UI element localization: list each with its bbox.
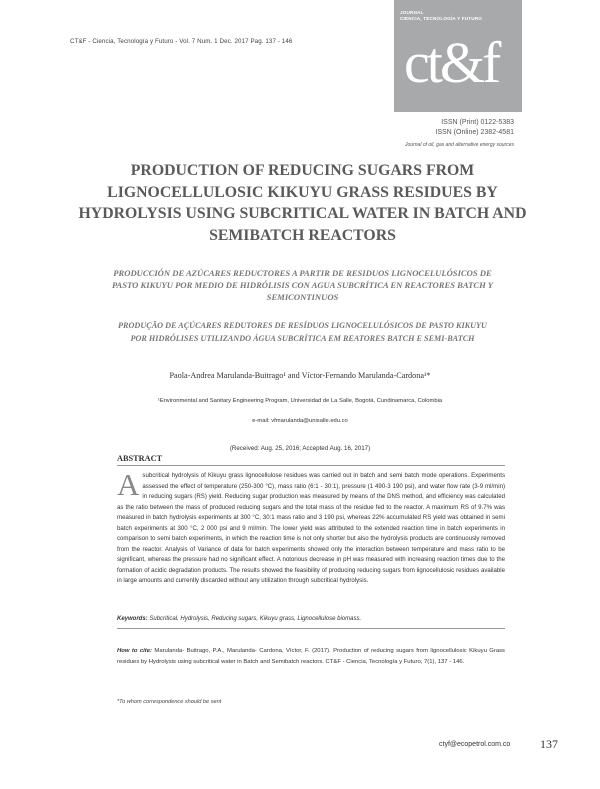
logo-journal-line1: JOURNAL: [400, 10, 424, 15]
issn-print: ISSN (Print) 0122-5383: [441, 119, 514, 126]
affiliation: ¹Environmental and Sanitary Engineering Program, Universidad de La Salle, Bogotá, Cundinamarca, Colombia: [157, 398, 443, 404]
keywords-text: Subcritical, Hydrolysis, Reducing sugars, Kikuyu grass, Lignocellulose biomass.: [149, 616, 362, 622]
journal-logo: [394, 0, 522, 112]
citation-text: Marulanda- Buitrago, P.A., Marulanda- Cardona, Víctor, F. (2017). Production of reducing sugars from lignocellulosic Kikuyu Grass residues by Hydrolysis using subcritical water in Batch and Semibatch reactors. CT&F - Ciencia, Tecnología y Futuro, 7(1), 137 - 146.: [117, 648, 505, 665]
abstract-divider: [117, 465, 505, 466]
citation-label: How to cite:: [117, 648, 152, 654]
title-portuguese: PRODUÇÃO DE AÇÚCARES REDUTORES DE RESÍDUOS LIGNOCELULÓSICOS DE PASTO KIKUYU POR HIDRÓLISES UTILIZANDO ÁGUA SUBCRÍTICA EM REATORES BATCH E SEMI-BATCH: [118, 321, 487, 343]
keywords-divider: [117, 628, 505, 629]
abstract-dropcap: A: [117, 467, 140, 502]
abstract-text: subcritical hydrolysis of Kikuyu grass lignocellulose residues was carried out in batch and semi batch mode operations. Experiments assessed the effect of temperature (250-300 °C), mass ratio (6:1 - 30:1), pressure (1 490-3 190 psi), and water flow rate (3-9 ml/min) in reducing sugars (RS) yield. Reducing sugar production was measured by means of the DNS method, and efficiency was calculated as the ratio between the mass of produced reducing sugars and the total mass of the residue fed to the reactor. A maximum RS of 9.7% was measured in batch hydrolysis experiments at 300 °C, 30:1 mass ratio and 3 190 psi, whereas 22% accumulated RS yield was obtained in semi batch experiments at 300 °C, 2 000 psi and 9 ml/min. The lower yield was attributed to the extended reaction time in batch experiments in comparison to semi batch experiments, in which the reaction time is not only shorter but also the hydrolysis products are continuously removed from the reactor. Analysis of Variance of data for batch experiments showed only the interaction between temperature and mass ratio to be significant, whereas the pressure had no significant effect. A notorious decrease in pH was measured with increasing reaction times due to the formation of acidic degradation products. The results showed the feasibility of producing reducing sugars from lignocellulosic residues available in large amounts and currently discarded without any utilization through subcritical hydrolysis.: [117, 472, 505, 584]
correspondence-footnote: *To whom correspondence should be sent: [117, 699, 222, 705]
logo-journal-text: [400, 10, 482, 21]
logo-mark: ct&f: [404, 30, 499, 95]
authors: Paola-Andrea Marulanda-Buitrago¹ and Víctor-Fernando Marulanda-Cardona¹*: [169, 371, 431, 380]
issn-online: ISSN (Online) 2382-4581: [435, 129, 514, 136]
issn-block: [435, 118, 514, 138]
running-header: CT&F - Ciencia, Tecnología y Futuro - Vol. 7 Num. 1 Dec. 2017 Pag. 137 - 146: [70, 38, 293, 45]
author-email: e-mail: vfmarulanda@unisalle.edu.co: [252, 418, 348, 424]
title-english: PRODUCTION OF REDUCING SUGARS FROM LIGNOCELLULOSIC KIKUYU GRASS RESIDUES BY HYDROLYSIS USING SUBCRITICAL WATER IN BATCH AND SEMIBATCH REACTORS: [78, 162, 527, 244]
page-number: 137: [540, 737, 558, 751]
journal-subtitle: Journal of oil, gas and alternative energy sources: [405, 142, 514, 148]
title-spanish: PRODUCCIÓN DE AZÚCARES REDUCTORES A PARTIR DE RESIDUOS LIGNOCELULÓSICOS DE PASTO KIKUYU POR MEDIO DE HIDRÓLISIS CON AGUA SUBCRÍTICA EN REACTORES BATCH Y SEMICONTINUOS: [111, 268, 494, 302]
keywords-label: Keywords:: [117, 616, 148, 622]
citation: [117, 646, 505, 667]
abstract-body: [117, 467, 505, 587]
footer-email: ctyf@ecopetrol.com.co: [439, 741, 511, 748]
received-dates: (Received: Aug. 25, 2016; Accepted Aug. 16, 2017): [229, 445, 371, 452]
keywords: [117, 616, 505, 622]
abstract-heading: ABSTRACT: [117, 454, 163, 463]
logo-journal-line2: CIENCIA, TECNOLOGÍA Y FUTURO: [400, 15, 483, 21]
